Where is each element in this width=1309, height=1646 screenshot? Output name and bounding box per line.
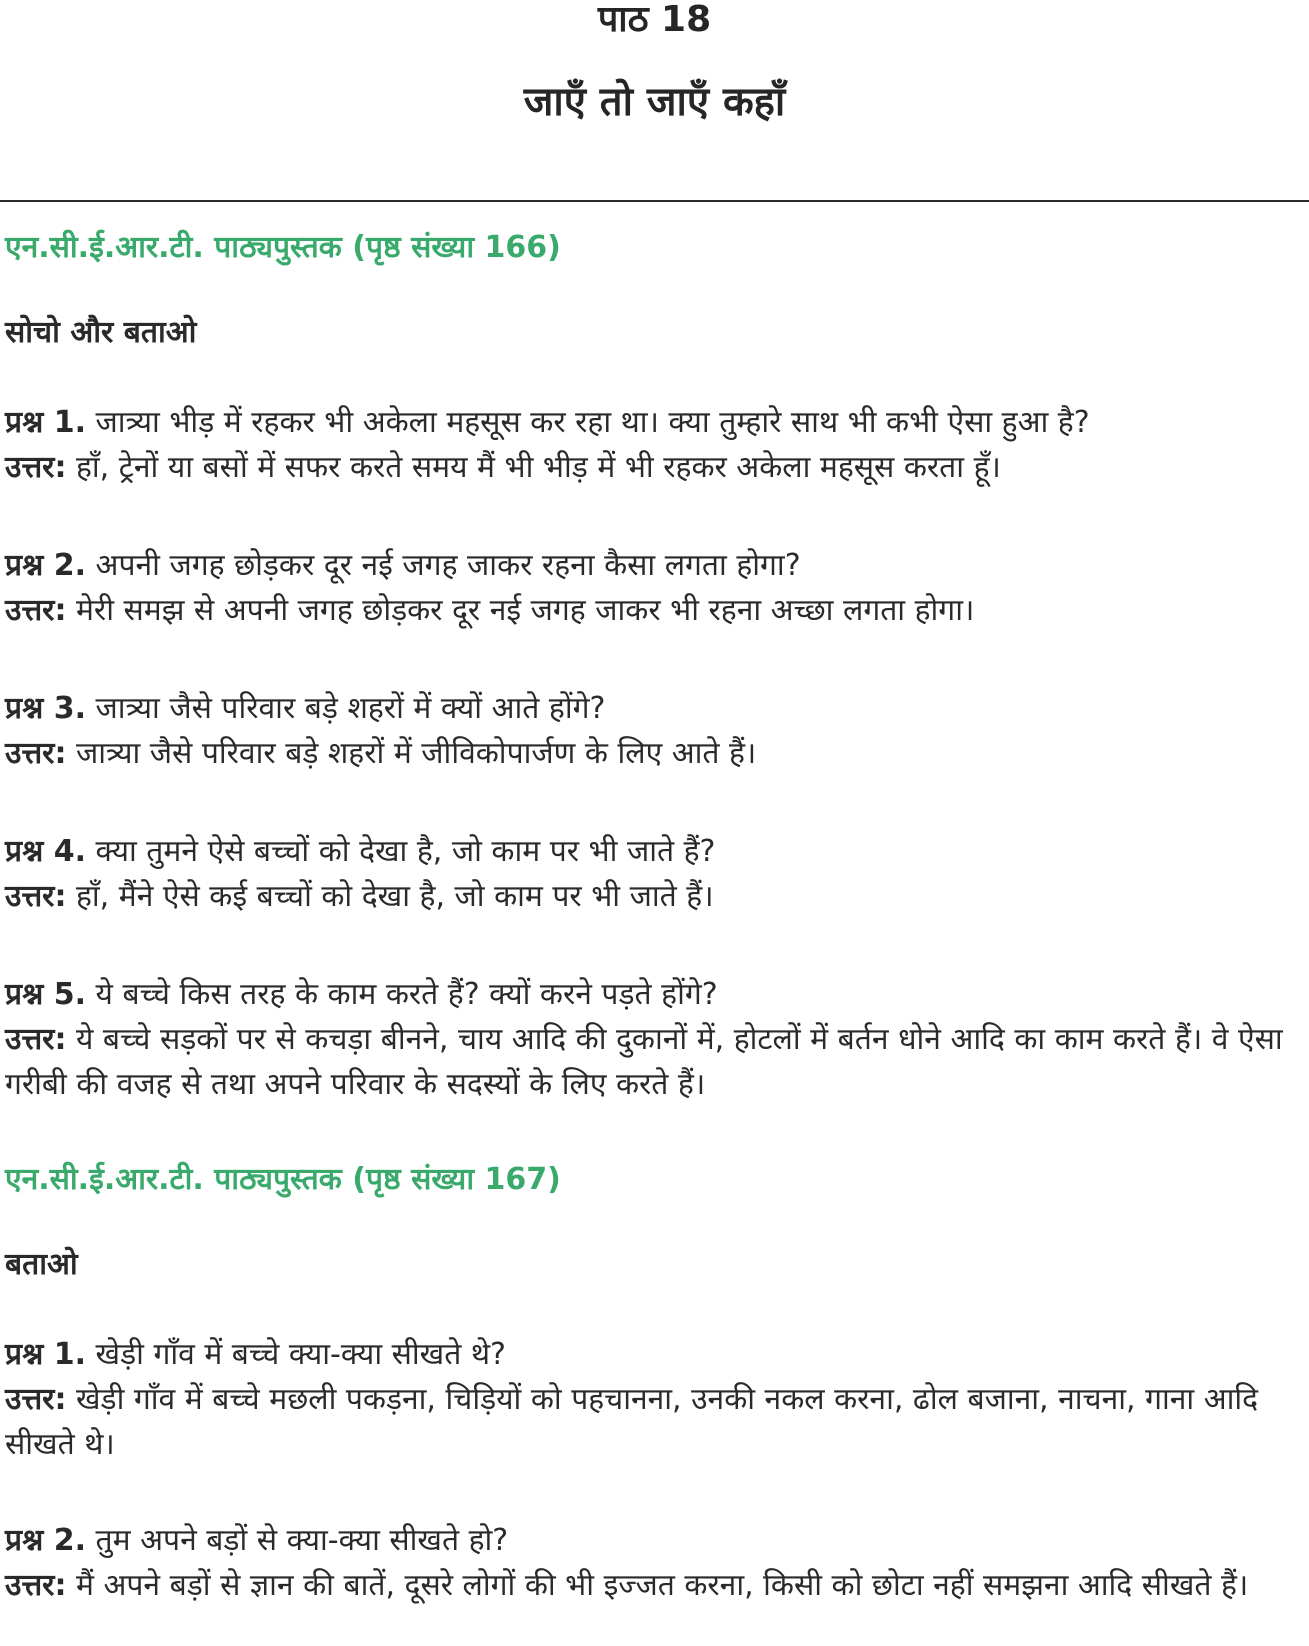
question	[5, 1518, 1303, 1563]
question-label: प्रश्न 1.	[5, 1337, 86, 1372]
question	[5, 972, 1303, 1017]
question-text: जात्र्या जैसे परिवार बड़े शहरों में क्यों आते होंगे?	[95, 691, 606, 726]
answer-label: उत्तर:	[5, 736, 67, 771]
question-label: प्रश्न 5.	[5, 977, 86, 1012]
answer-text: मैं अपने बड़ों से ज्ञान की बातें, दूसरे लोगों की भी इज्जत करना, किसी को छोटा नहीं समझना आदि सीखते हैं।	[75, 1568, 1249, 1603]
section-heading: एन.सी.ई.आर.टी. पाठ्यपुस्तक (पृष्ठ संख्या 167)	[5, 1162, 561, 1197]
question	[5, 1332, 1303, 1377]
answer-text: मेरी समझ से अपनी जगह छोड़कर दूर नई जगह जाकर भी रहना अच्छा लगता होगा।	[75, 593, 975, 628]
answer-text: खेड़ी गाँव में बच्चे मछली पकड़ना, चिड़ियों को पहचानना, उनकी नकल करना, ढोल बजाना, नाचना, गाना आदि सीखते थे।	[5, 1382, 1259, 1462]
answer-label: उत्तर:	[5, 879, 67, 914]
qa-item	[5, 543, 1303, 633]
lesson-title: जाएँ तो जाएँ कहाँ	[523, 79, 786, 125]
answer-label: उत्तर:	[5, 593, 67, 628]
question-text: जात्र्या भीड़ में रहकर भी अकेला महसूस कर रहा था। क्या तुम्हारे साथ भी कभी ऐसा हुआ है?	[95, 405, 1090, 440]
answer-label: उत्तर:	[5, 1022, 67, 1057]
qa-item	[5, 972, 1303, 1107]
answer-text: हाँ, मैंने ऐसे कई बच्चों को देखा है, जो काम पर भी जाते हैं।	[75, 879, 714, 914]
qa-item	[5, 400, 1303, 490]
answer	[5, 874, 1303, 919]
question-label: प्रश्न 4.	[5, 834, 86, 869]
answer-label: उत्तर:	[5, 450, 67, 485]
answer	[5, 1563, 1303, 1608]
answer	[5, 445, 1303, 490]
question-label: प्रश्न 2.	[5, 1523, 86, 1558]
question-label: प्रश्न 1.	[5, 405, 86, 440]
question-text: तुम अपने बड़ों से क्या-क्या सीखते हो?	[95, 1523, 509, 1558]
section-subheading: बताओ	[5, 1247, 78, 1282]
question-text: क्या तुमने ऐसे बच्चों को देखा है, जो काम पर भी जाते हैं?	[95, 834, 716, 869]
answer-label: उत्तर:	[5, 1382, 67, 1417]
qa-item	[5, 1332, 1303, 1467]
question	[5, 686, 1303, 731]
answer	[5, 1377, 1303, 1467]
title-divider	[0, 200, 1309, 202]
section-heading: एन.सी.ई.आर.टी. पाठ्यपुस्तक (पृष्ठ संख्या 166)	[5, 230, 561, 265]
answer-label: उत्तर:	[5, 1568, 67, 1603]
question	[5, 400, 1303, 445]
question	[5, 829, 1303, 874]
question-text: अपनी जगह छोड़कर दूर नई जगह जाकर रहना कैसा लगता होगा?	[95, 548, 801, 583]
qa-item	[5, 686, 1303, 776]
qa-item	[5, 1518, 1303, 1608]
question-text: ये बच्चे किस तरह के काम करते हैं? क्यों करने पड़ते होंगे?	[95, 977, 718, 1012]
section-subheading: सोचो और बताओ	[5, 315, 197, 350]
answer-text: जात्र्या जैसे परिवार बड़े शहरों में जीविकोपार्जण के लिए आते हैं।	[75, 736, 757, 771]
question-text: खेड़ी गाँव में बच्चे क्या-क्या सीखते थे?	[95, 1337, 506, 1372]
answer-text: ये बच्चे सड़कों पर से कचड़ा बीनने, चाय आदि की दुकानों में, होटलों में बर्तन धोने आदि का काम करते हैं। वे ऐसा गरीबी की वजह से तथा अपने परिवार के सदस्यों के लिए करते हैं।	[5, 1022, 1283, 1102]
answer	[5, 588, 1303, 633]
answer	[5, 731, 1303, 776]
answer	[5, 1017, 1303, 1107]
question-label: प्रश्न 3.	[5, 691, 86, 726]
question	[5, 543, 1303, 588]
qa-item	[5, 829, 1303, 919]
lesson-number: पाठ 18	[597, 0, 712, 40]
question-label: प्रश्न 2.	[5, 548, 86, 583]
answer-text: हाँ, ट्रेनों या बसों में सफर करते समय मैं भी भीड़ में भी रहकर अकेला महसूस करता हूँ।	[75, 450, 1001, 485]
